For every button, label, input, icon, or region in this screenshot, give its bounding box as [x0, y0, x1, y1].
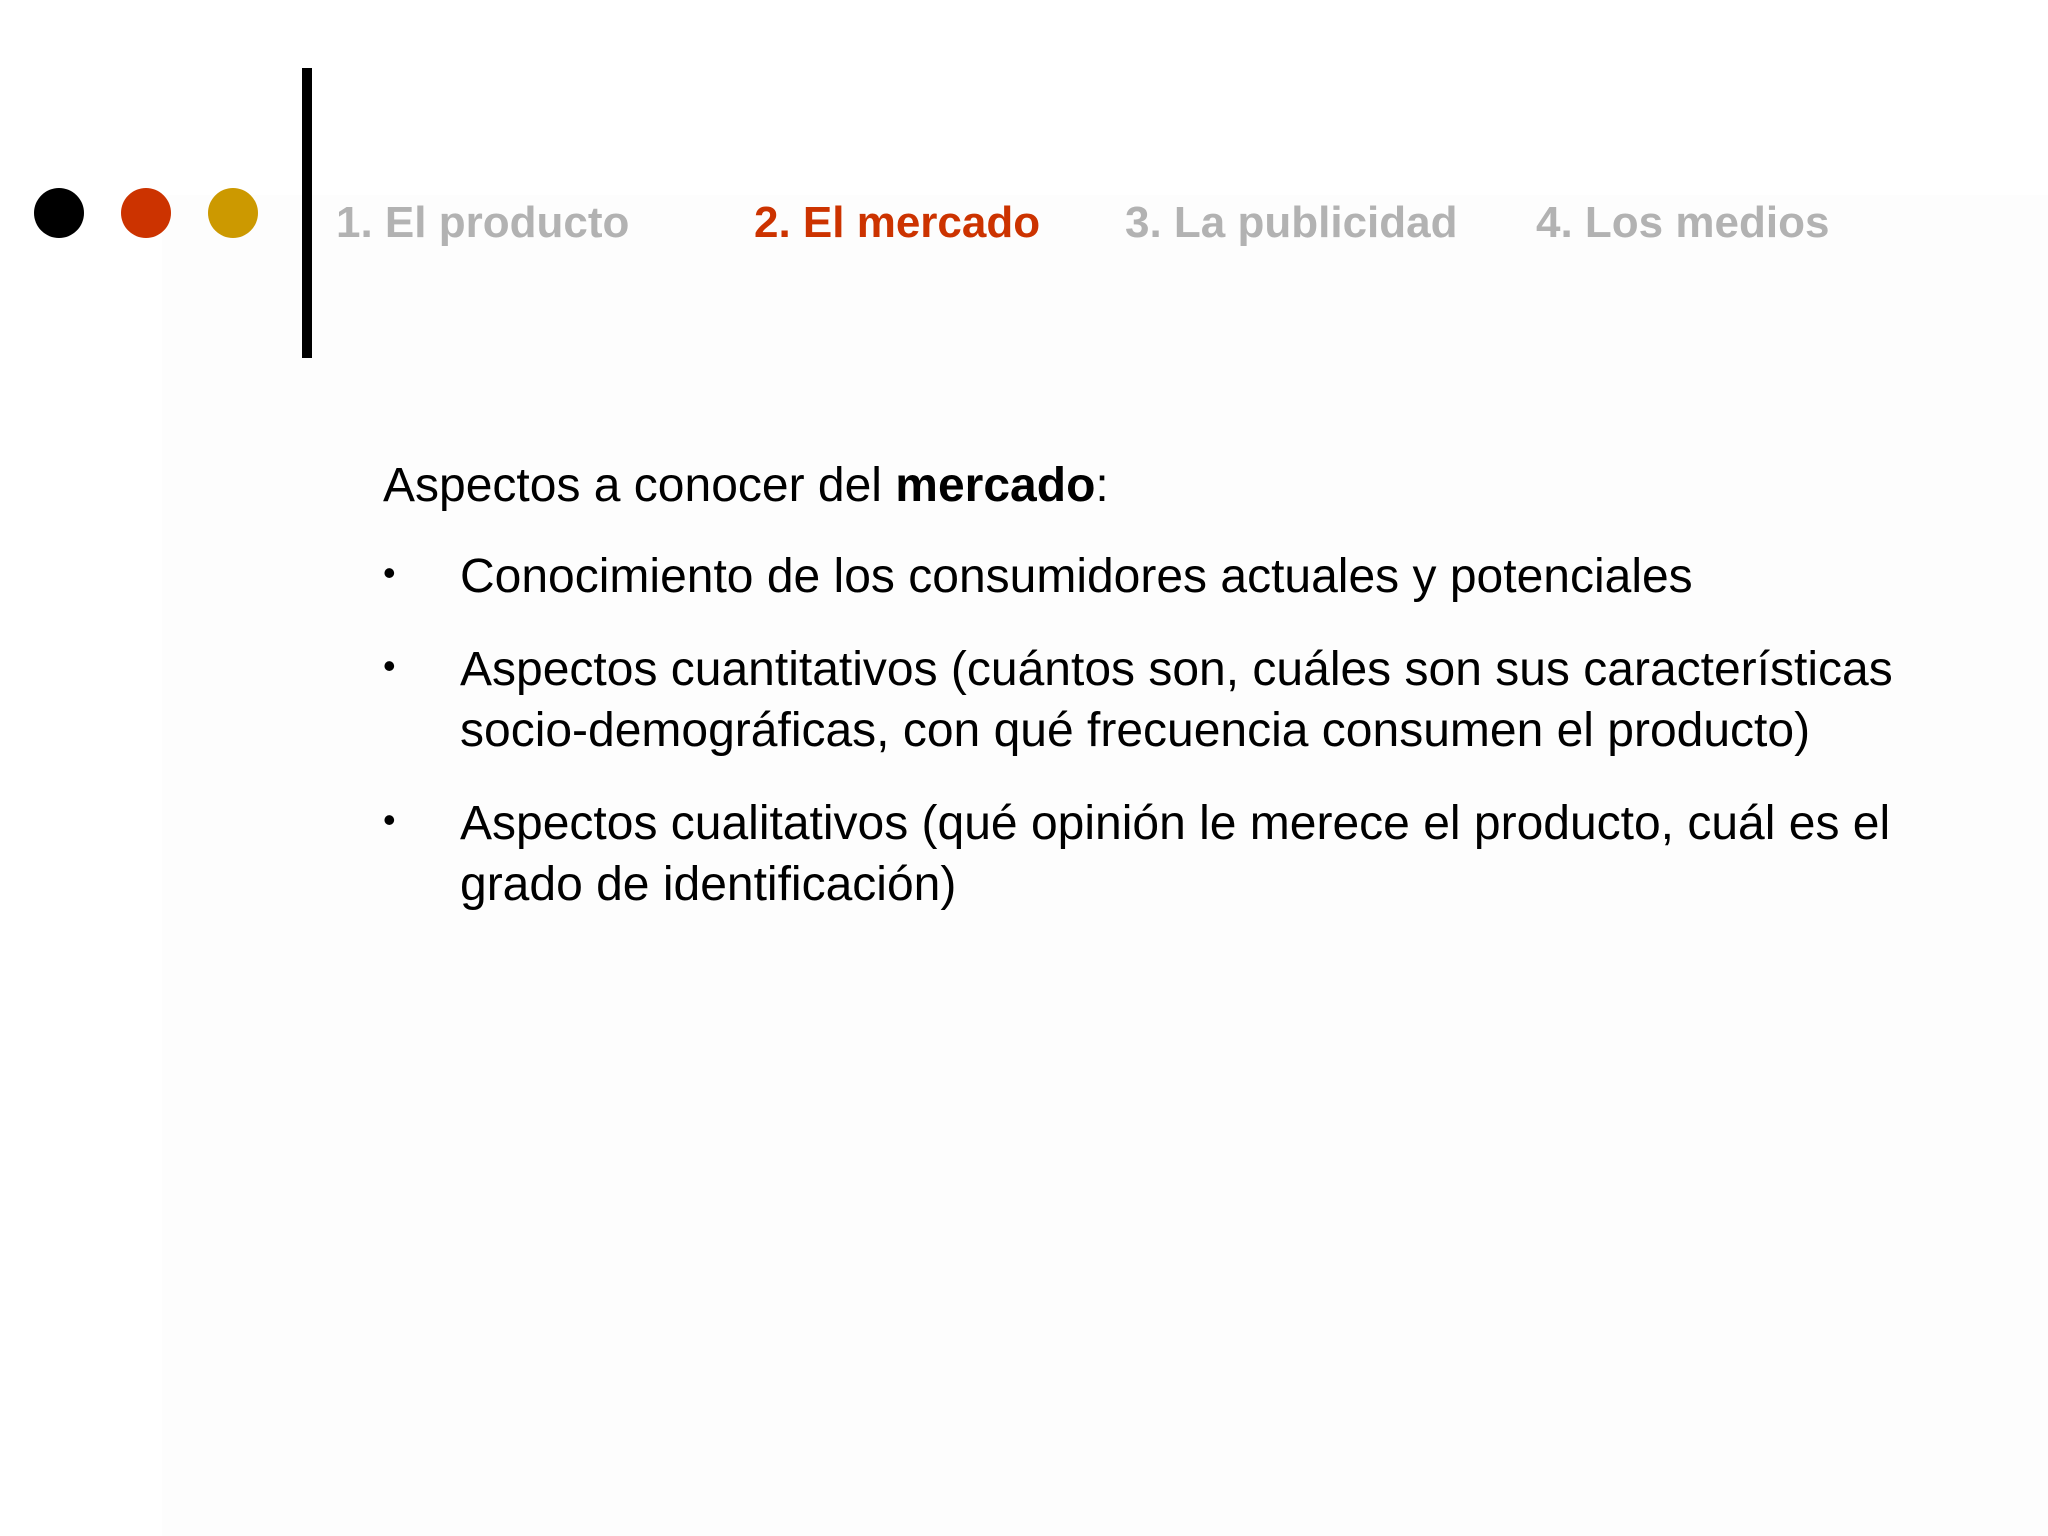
red-dot-icon: [121, 188, 171, 238]
bullet-list: [383, 546, 1943, 915]
bullet-text: Conocimiento de los consumidores actuales y potenciales: [460, 550, 1693, 603]
tab-los-medios: 4. Los medios: [1536, 198, 1830, 247]
tab-el-producto: 1. El producto: [336, 198, 630, 247]
slide-body: [383, 456, 1943, 947]
bullet-icon: •: [383, 645, 396, 686]
bullet-item: [383, 546, 1943, 607]
intro-heading: [383, 456, 1943, 516]
bullet-icon: •: [383, 552, 396, 593]
bullet-icon: •: [383, 799, 396, 840]
tab-la-publicidad: 3. La publicidad: [1125, 198, 1458, 247]
black-dot-icon: [34, 188, 84, 238]
intro-prefix: Aspectos a conocer del: [383, 459, 896, 512]
intro-suffix: :: [1095, 459, 1109, 512]
intro-bold-keyword: mercado: [895, 459, 1096, 512]
bullet-item: [383, 639, 1943, 761]
bullet-item: [383, 793, 1943, 915]
bullet-text: Aspectos cuantitativos (cuántos son, cuáles son sus características socio-demográficas, con qué frecuencia consumen el producto): [460, 643, 1893, 757]
gold-dot-icon: [208, 188, 258, 238]
vertical-divider: [302, 68, 312, 358]
bullet-text: Aspectos cualitativos (qué opinión le merece el producto, cuál es el grado de identificación): [460, 797, 1891, 911]
tab-el-mercado: 2. El mercado: [754, 198, 1041, 247]
